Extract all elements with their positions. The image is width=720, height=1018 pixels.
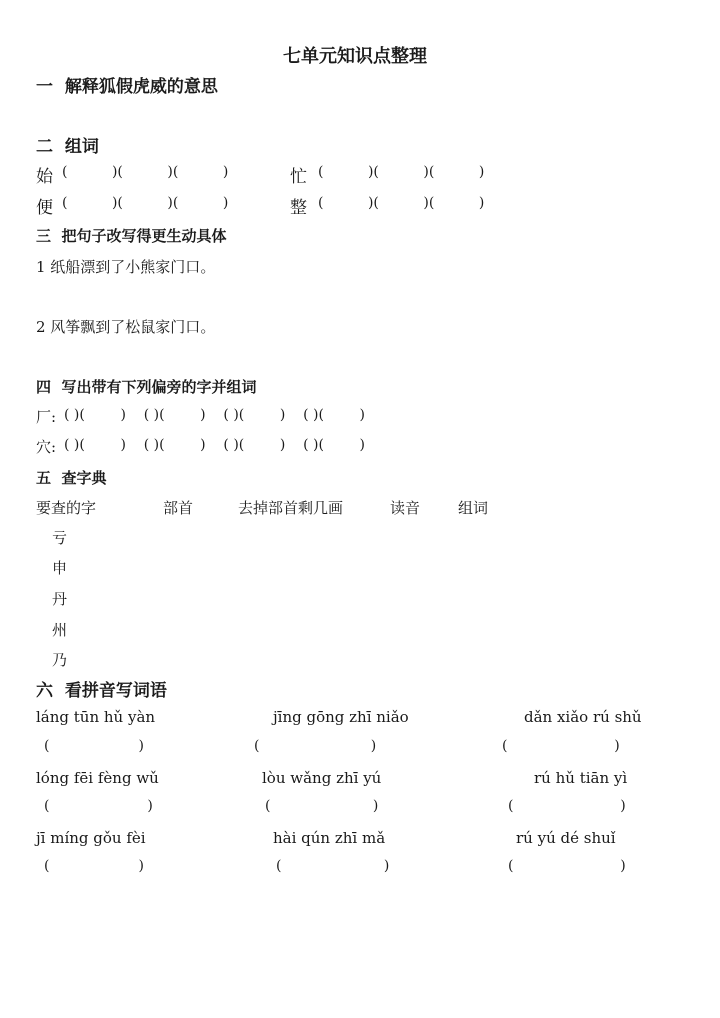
blank-paren[interactable]: ( )( )( ) bbox=[62, 195, 229, 211]
column-header: 读音 bbox=[390, 499, 421, 517]
section-6-heading: 六 看拼音写词语 bbox=[36, 681, 167, 701]
blank-paren[interactable]: ( )( )( ) bbox=[318, 195, 485, 211]
blank-paren[interactable]: ( )( ) ( )( ) ( )( ) ( )( ) bbox=[64, 437, 365, 453]
page-title: 七单元知识点整理 bbox=[283, 46, 427, 67]
lookup-char: 乃 bbox=[52, 651, 68, 669]
sentence-item: 2 风筝飘到了松鼠家门口。 bbox=[36, 318, 216, 336]
pinyin-word: lòu wǎng zhī yú bbox=[262, 769, 382, 787]
answer-blank[interactable]: ( ) bbox=[276, 858, 390, 874]
column-header: 组词 bbox=[458, 499, 489, 517]
word-char: 始 bbox=[36, 167, 53, 187]
word-char: 忙 bbox=[290, 167, 307, 187]
answer-blank[interactable]: ( ) bbox=[508, 858, 626, 874]
answer-blank[interactable]: ( ) bbox=[254, 738, 377, 754]
radical-label: 穴: bbox=[36, 438, 57, 456]
column-header: 部首 bbox=[163, 499, 194, 517]
answer-blank[interactable]: ( ) bbox=[44, 738, 144, 754]
section-2-heading: 二 组词 bbox=[36, 137, 99, 157]
lookup-char: 州 bbox=[52, 621, 68, 639]
answer-blank[interactable]: ( ) bbox=[44, 858, 144, 874]
blank-paren[interactable]: ( )( )( ) bbox=[318, 164, 485, 180]
section-4-heading: 四 写出带有下列偏旁的字并组词 bbox=[36, 378, 257, 396]
pinyin-word: rú hǔ tiān yì bbox=[534, 769, 628, 787]
lookup-char: 丹 bbox=[52, 590, 68, 608]
pinyin-word: dǎn xiǎo rú shǔ bbox=[524, 708, 642, 726]
word-char: 整 bbox=[290, 198, 307, 218]
answer-blank[interactable]: ( ) bbox=[502, 738, 620, 754]
answer-blank[interactable]: ( ) bbox=[265, 798, 379, 814]
section-1-heading: 一 解释狐假虎威的意思 bbox=[36, 77, 218, 97]
pinyin-word: hài qún zhī mǎ bbox=[273, 829, 386, 847]
section-5-heading: 五 查字典 bbox=[36, 469, 107, 487]
blank-paren[interactable]: ( )( ) ( )( ) ( )( ) ( )( ) bbox=[64, 407, 365, 423]
section-3-heading: 三 把句子改写得更生动具体 bbox=[36, 227, 227, 245]
radical-label: 厂: bbox=[36, 408, 57, 426]
pinyin-word: lóng fēi fèng wǔ bbox=[36, 769, 159, 787]
pinyin-word: jīng gōng zhī niǎo bbox=[273, 708, 409, 726]
answer-blank[interactable]: ( ) bbox=[44, 798, 153, 814]
answer-blank[interactable]: ( ) bbox=[508, 798, 626, 814]
pinyin-word: rú yú dé shuǐ bbox=[516, 829, 616, 847]
sentence-item: 1 纸船漂到了小熊家门口。 bbox=[36, 258, 216, 276]
column-header: 要查的字 bbox=[36, 499, 97, 517]
blank-paren[interactable]: ( )( )( ) bbox=[62, 164, 229, 180]
pinyin-word: láng tūn hǔ yàn bbox=[36, 708, 156, 726]
pinyin-word: jī míng gǒu fèi bbox=[36, 829, 146, 847]
word-char: 便 bbox=[36, 198, 53, 218]
column-header: 去掉部首剩几画 bbox=[238, 499, 344, 517]
lookup-char: 亏 bbox=[52, 529, 68, 547]
lookup-char: 申 bbox=[52, 559, 68, 577]
